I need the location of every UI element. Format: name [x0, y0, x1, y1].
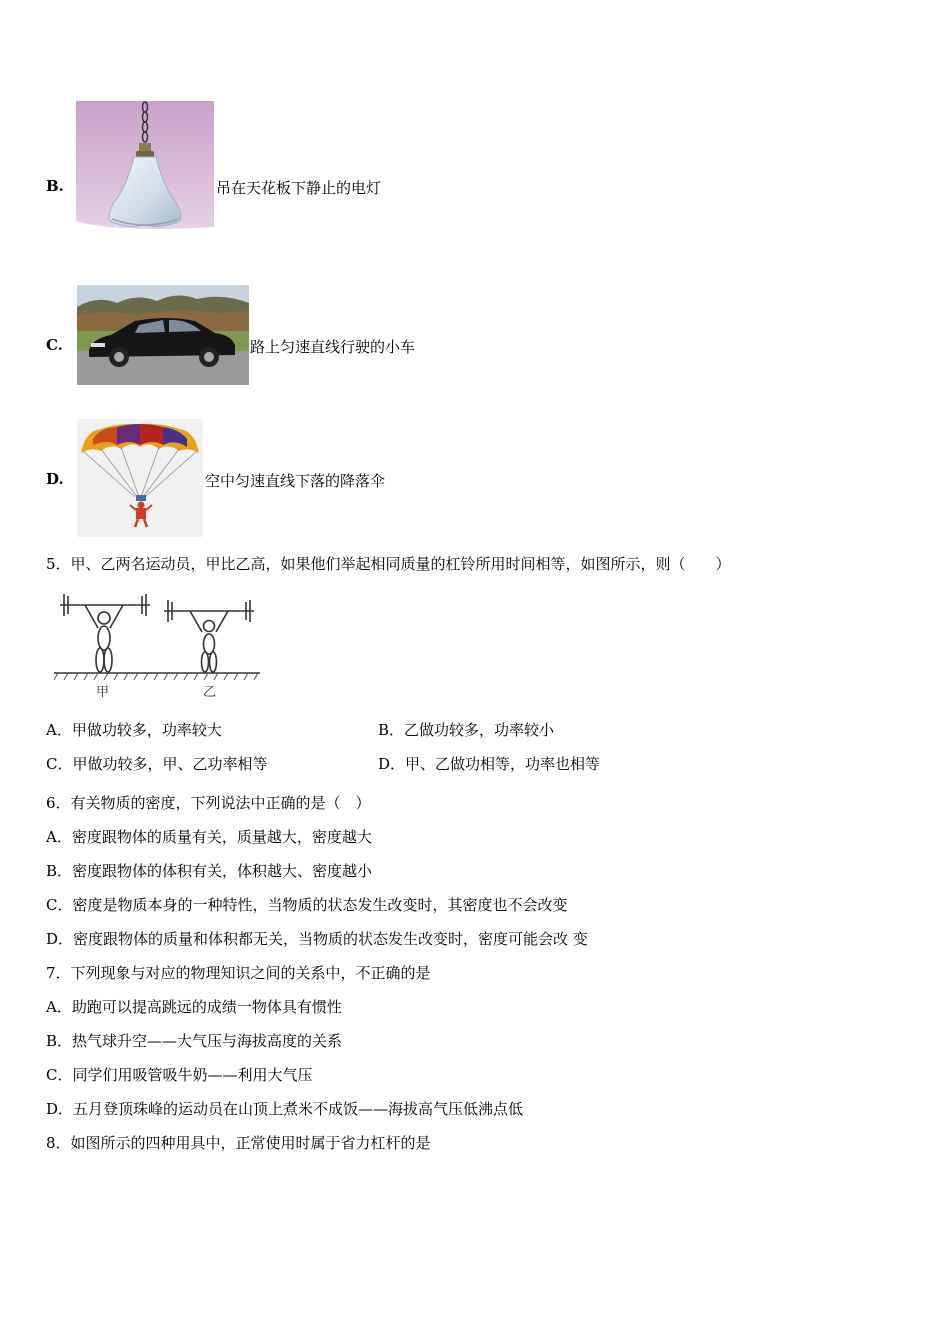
- question-5-option-d: D．甲、乙做功相等，功率也相等: [378, 755, 601, 773]
- option-c-label: C.: [46, 336, 63, 354]
- question-7-option-c: C．同学们用吸管吸牛奶——利用大气压: [46, 1066, 313, 1084]
- question-7-option-b: B．热气球升空——大气压与海拔高度的关系: [46, 1032, 343, 1050]
- option-b-caption: 吊在天花板下静止的电灯: [216, 179, 382, 197]
- option-d-label: D.: [46, 470, 64, 488]
- pendant-lamp-image: [76, 101, 214, 244]
- question-7-option-a: A．助跑可以提高跳远的成绩一物体具有惯性: [46, 998, 342, 1016]
- question-7-option-d: D．五月登顶珠峰的运动员在山顶上煮米不成饭——海拔高气压低沸点低: [46, 1100, 524, 1118]
- figure-label-jia: 甲: [96, 685, 110, 700]
- question-7-stem: 7．下列现象与对应的物理知识之间的关系中，不正确的是: [46, 964, 431, 982]
- option-b-label: B.: [46, 177, 64, 195]
- parachute-image: [77, 419, 203, 537]
- question-6-stem: 6．有关物质的密度，下列说法中正确的是（ ）: [46, 794, 371, 812]
- question-6-option-b: B．密度跟物体的体积有关，体积越大、密度越小: [46, 862, 373, 880]
- figure-label-yi: 乙: [203, 685, 217, 700]
- question-5-stem: 5．甲、乙两名运动员，甲比乙高，如果他们举起相同质量的杠铃所用时间相等，如图所示，则（ ）: [46, 555, 731, 573]
- option-d-caption: 空中匀速直线下落的降落伞: [205, 472, 386, 490]
- weightlifters-figure: [54, 590, 264, 702]
- question-8-stem: 8．如图所示的四种用具中，正常使用时属于省力杠杆的是: [46, 1134, 431, 1152]
- question-5-option-a: A．甲做功较多，功率较大: [46, 721, 222, 739]
- question-6-option-c: C．密度是物质本身的一种特性，当物质的状态发生改变时，其密度也不会改变: [46, 896, 568, 914]
- question-5-option-c: C．甲做功较多，甲、乙功率相等: [46, 755, 268, 773]
- question-6-option-a: A．密度跟物体的质量有关，质量越大，密度越大: [46, 828, 372, 846]
- question-6-option-d: D．密度跟物体的质量和体积都无关，当物质的状态发生改变时，密度可能会改 变: [46, 930, 588, 948]
- option-c-caption: 路上匀速直线行驶的小车: [250, 338, 416, 356]
- question-5-option-b: B．乙做功较多，功率较小: [378, 721, 555, 739]
- sedan-car-image: [77, 285, 249, 385]
